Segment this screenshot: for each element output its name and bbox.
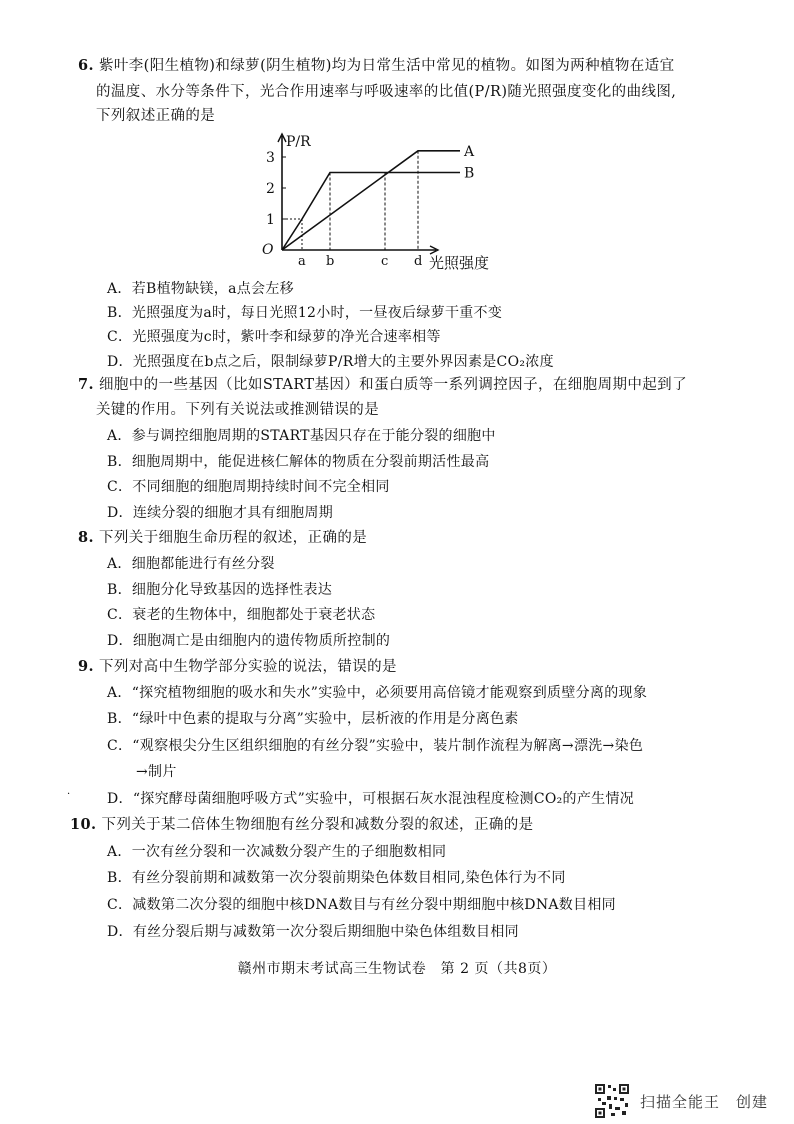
- q7-number: 7.: [78, 376, 94, 393]
- scanner-watermark: [594, 1082, 768, 1120]
- q7-stem-line-2: 关键的作用。下列有关说法或推测错误的是: [96, 402, 380, 418]
- series-label-A: A: [464, 143, 475, 160]
- q6-stem-line-3: 下列叙述正确的是: [96, 108, 216, 124]
- q8-option-c: C．衰老的生物体中，细胞都处于衰老状态: [107, 607, 376, 623]
- q10-stem-text-1: 下列关于某二倍体生物细胞有丝分裂和减数分裂的叙述，正确的是: [101, 817, 534, 833]
- q10-stem-line-1: [70, 815, 534, 835]
- x-axis-label: 光照强度: [429, 254, 490, 272]
- q6-stem-line-2: 的温度、水分等条件下，光合作用速率与呼吸速率的比值(P/R)随光照强度变化的曲线图,: [96, 84, 677, 100]
- q8-option-a: A．细胞都能进行有丝分裂: [107, 556, 275, 572]
- q6-stem-text-1: 紫叶李(阳生植物)和绿萝(阴生植物)均为日常生活中常见的植物。如图为两种植物在适宜: [98, 58, 675, 74]
- q9-option-a: A．“探究植物细胞的吸水和失水”实验中，必须要用高倍镜才能观察到质壁分离的现象: [107, 685, 648, 701]
- q9-option-d: D．“探究酵母菌细胞呼吸方式”实验中，可根据石灰水混浊程度检测CO₂的产生情况: [107, 791, 635, 807]
- q9-stem-line-1: [78, 657, 397, 677]
- q7-option-c: C．不同细胞的细胞周期持续时间不完全相同: [107, 479, 390, 495]
- q9-option-c: C．“观察根尖分生区组织细胞的有丝分裂”实验中，装片制作流程为解离→漂洗→染色: [107, 738, 644, 754]
- q6-stem-line-1: [78, 56, 674, 76]
- x-tick-label-c: c: [381, 254, 389, 269]
- q10-option-b: B．有丝分裂前期和减数第一次分裂前期染色体数目相同,染色体行为不同: [107, 870, 566, 886]
- q9-option-c-cont: →制片: [136, 764, 177, 780]
- q10-option-a: A．一次有丝分裂和一次减数分裂产生的子细胞数相同: [107, 844, 447, 860]
- x-tick-label-a: a: [298, 254, 306, 269]
- q8-stem-text-1: 下列关于细胞生命历程的叙述，正确的是: [98, 530, 368, 546]
- q8-option-b: B．细胞分化导致基因的选择性表达: [107, 582, 333, 598]
- q10-option-d: D．有丝分裂后期与减数第一次分裂后期细胞中染色体组数目相同: [107, 924, 519, 940]
- q6-number: 6.: [78, 57, 94, 74]
- y-tick-label-2: 2: [266, 181, 275, 197]
- q8-option-d: D．细胞凋亡是由细胞内的遗传物质所控制的: [107, 633, 391, 649]
- qr-code-icon: [594, 1083, 630, 1119]
- x-tick-label-d: d: [414, 254, 423, 269]
- q10-option-c: C．减数第二次分裂的细胞中核DNA数目与有丝分裂中期细胞中核DNA数目相同: [107, 897, 616, 913]
- q7-stem-text-1: 细胞中的一些基因（比如START基因）和蛋白质等一系列调控因子，在细胞周期中起到了: [98, 377, 687, 393]
- page-footer: 赣州市期末考试高三生物试卷 第 2 页（共8页）: [237, 961, 557, 977]
- x-tick-label-b: b: [326, 254, 335, 269]
- q6-option-b: B．光照强度为a时，每日光照12小时，一昼夜后绿萝干重不变: [107, 305, 503, 321]
- q9-stem-text-1: 下列对高中生物学部分实验的说法，错误的是: [98, 659, 397, 675]
- q9-number: 9.: [78, 658, 94, 675]
- q7-stem-line-1: [78, 375, 687, 395]
- q7-option-d: D．连续分裂的细胞才具有细胞周期: [107, 505, 334, 521]
- q7-option-a: A．参与调控细胞周期的START基因只存在于能分裂的细胞中: [107, 428, 496, 444]
- q10-number: 10.: [70, 816, 97, 833]
- q6-option-a: A．若B植物缺镁，a点会左移: [107, 281, 294, 297]
- q8-number: 8.: [78, 529, 94, 546]
- series-line-A: [282, 151, 460, 250]
- series-label-B: B: [464, 165, 475, 182]
- q7-option-b: B．细胞周期中，能促进核仁解体的物质在分裂前期活性最高: [107, 454, 490, 470]
- y-tick-label-1: 1: [266, 212, 275, 228]
- q6-option-d: D．光照强度在b点之后，限制绿萝P/R增大的主要外界因素是CO₂浓度: [107, 354, 554, 370]
- q9-option-b: B．“绿叶中色素的提取与分离”实验中，层析液的作用是分离色素: [107, 711, 519, 727]
- y-axis-label: P/R: [286, 134, 311, 150]
- y-tick-label-3: 3: [266, 150, 275, 166]
- q8-stem-line-1: [78, 528, 367, 548]
- q6-option-c: C．光照强度为c时，紫叶李和绿萝的净光合速率相等: [107, 329, 441, 345]
- pr-light-chart: [258, 128, 518, 278]
- scan-speck: ·: [67, 789, 71, 800]
- scanner-text: 扫描全能王 创建: [640, 1092, 769, 1111]
- origin-label: O: [262, 242, 274, 258]
